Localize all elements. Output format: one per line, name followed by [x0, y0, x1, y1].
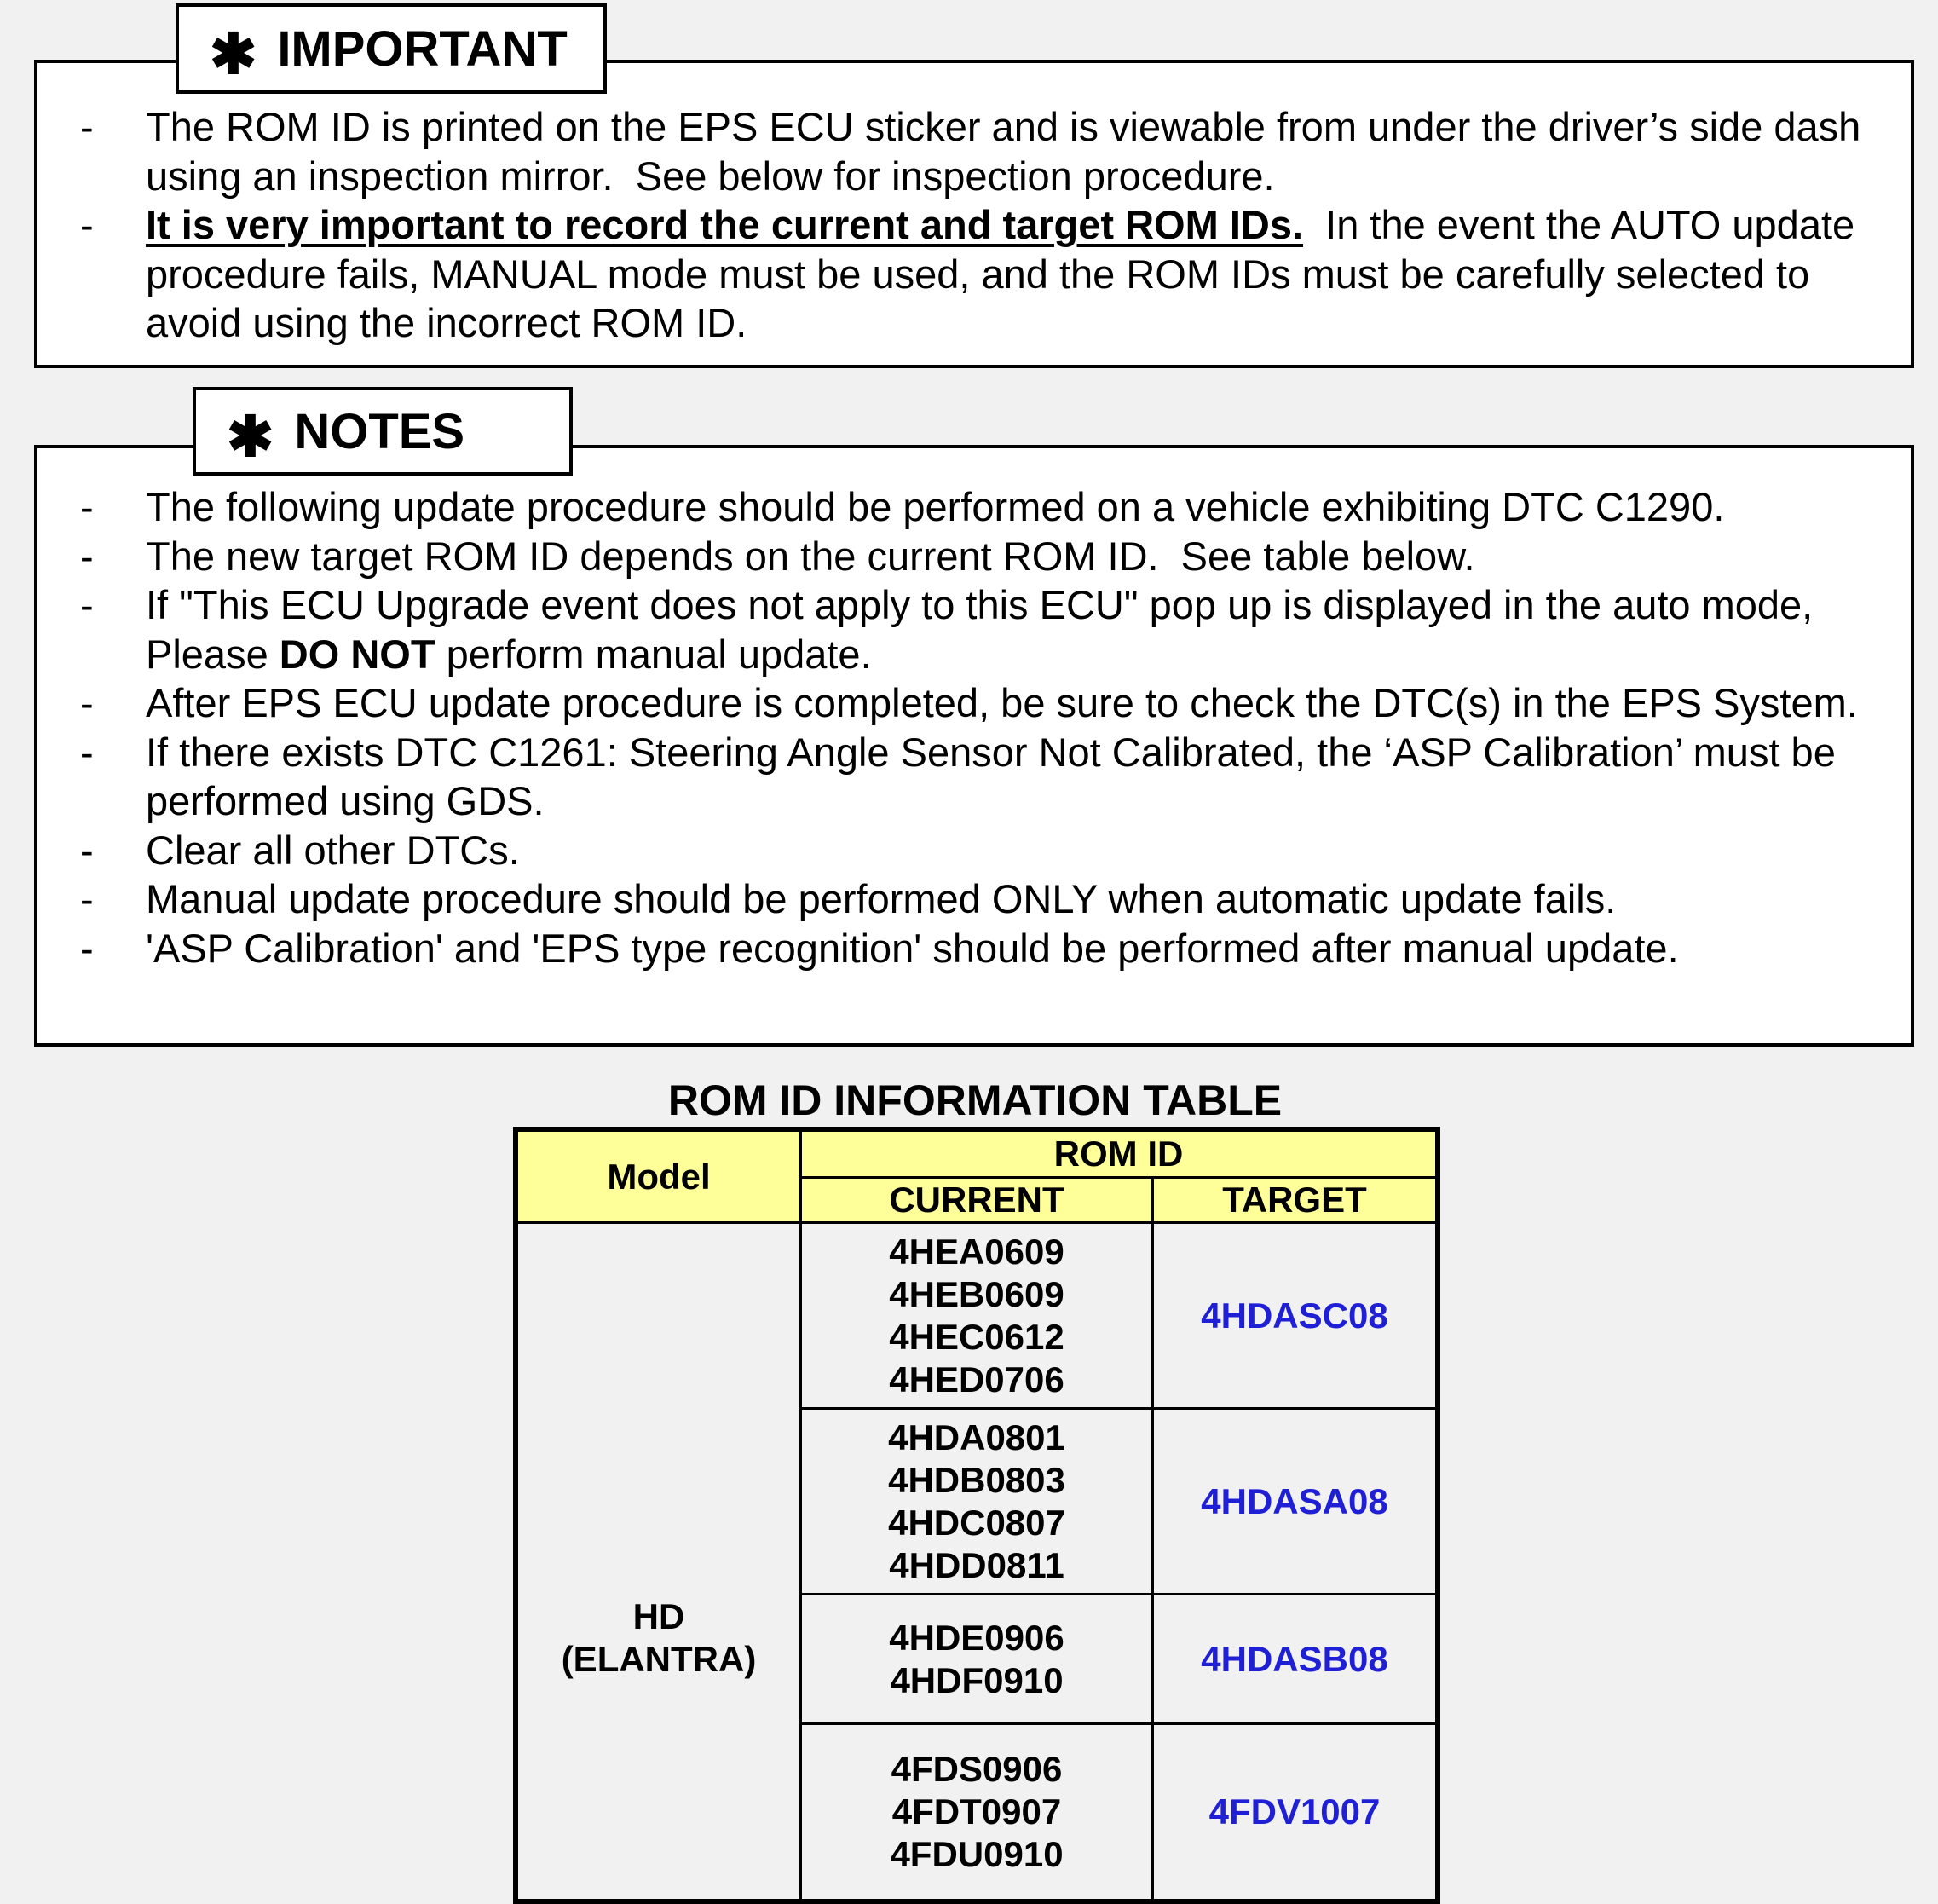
notes-item-text: perform manual update.	[435, 631, 872, 677]
notes-item	[37, 826, 1911, 875]
rom-table-body	[516, 1223, 1438, 1901]
current-rom-cell	[801, 1223, 1153, 1409]
important-item-text: It is very important to record the current and target ROM IDs.	[146, 202, 1304, 247]
bullet-dash: -	[80, 533, 94, 579]
notes-item	[37, 482, 1911, 532]
current-rom-id: 4HEA0609	[889, 1231, 1064, 1272]
bullet-dash: -	[80, 729, 94, 775]
important-title: IMPORTANT	[277, 20, 568, 77]
notes-item	[37, 580, 1911, 678]
rom-id-table	[513, 1127, 1440, 1904]
current-rom-id: 4HED0706	[889, 1359, 1064, 1399]
important-heading	[176, 3, 607, 94]
target-rom-id: 4FDV1007	[1153, 1724, 1439, 1901]
notes-item-text: The new target ROM ID depends on the current ROM ID. See table below.	[146, 533, 1475, 579]
notes-item-text: After EPS ECU update procedure is completed, be sure to check the DTC(s) in the EPS System.	[146, 680, 1858, 725]
bullet-dash: -	[80, 876, 94, 921]
table-row	[516, 1223, 1438, 1409]
header-model: Model	[516, 1129, 801, 1223]
important-list	[37, 102, 1911, 348]
important-box	[34, 60, 1914, 368]
important-item	[37, 102, 1911, 200]
notes-item	[37, 728, 1911, 826]
bullet-dash: -	[80, 104, 94, 149]
asterisk-icon: ✱	[210, 22, 257, 85]
target-rom-id: 4HDASA08	[1153, 1409, 1439, 1595]
notes-item-text: If "This ECU Upgrade event does not apply to this ECU" pop up is displayed in the auto mode, Please	[146, 582, 1825, 677]
notes-item	[37, 924, 1911, 973]
current-rom-id: 4HDD0811	[889, 1544, 1064, 1585]
notes-item-text: Manual update procedure should be performed ONLY when automatic update fails.	[146, 876, 1617, 921]
notes-item	[37, 874, 1911, 924]
current-rom-id: 4HDE0906	[889, 1617, 1064, 1658]
current-rom-id: 4HEC0612	[889, 1316, 1064, 1357]
current-rom-id: 4FDS0906	[891, 1748, 1063, 1789]
current-rom-id: 4FDU0910	[890, 1833, 1064, 1874]
notes-item-text: The following update procedure should be performed on a vehicle exhibiting DTC C1290.	[146, 484, 1725, 529]
important-item-text: In the event the AUTO update procedure fails, MANUAL mode must be used, and the ROM IDs must be carefully selected to avoid using the incorrect ROM ID.	[146, 202, 1866, 345]
model-cell	[516, 1223, 801, 1901]
bullet-dash: -	[80, 484, 94, 529]
bullet-dash: -	[80, 925, 94, 971]
header-current: CURRENT	[801, 1178, 1153, 1223]
model-line: (ELANTRA)	[561, 1638, 757, 1679]
notes-list	[37, 482, 1911, 972]
model-line: HD	[632, 1595, 685, 1636]
bullet-dash: -	[80, 582, 94, 627]
asterisk-icon: ✱	[227, 405, 274, 468]
notes-item-text: DO NOT	[279, 631, 435, 677]
notes-item	[37, 678, 1911, 728]
notes-item-text: Clear all other DTCs.	[146, 827, 520, 873]
current-rom-id: 4HDB0803	[888, 1459, 1065, 1500]
notes-heading	[193, 387, 573, 476]
header-rom-id: ROM ID	[801, 1129, 1439, 1178]
current-rom-id: 4FDT0907	[891, 1791, 1062, 1832]
notes-title: NOTES	[294, 403, 465, 459]
target-rom-id: 4HDASC08	[1153, 1223, 1439, 1409]
target-rom-id: 4HDASB08	[1153, 1595, 1439, 1724]
bullet-dash: -	[80, 202, 94, 247]
notes-box	[34, 445, 1914, 1047]
table-title: ROM ID INFORMATION TABLE	[667, 1076, 1283, 1124]
important-item	[37, 200, 1911, 348]
current-rom-id: 4HDF0910	[890, 1659, 1064, 1700]
important-item-text: The ROM ID is printed on the EPS ECU sticker and is viewable from under the driver’s side dash using an inspection mirror. See below for inspection procedure.	[146, 104, 1872, 199]
current-rom-cell	[801, 1595, 1153, 1724]
bullet-dash: -	[80, 680, 94, 725]
notes-item-text: If there exists DTC C1261: Steering Angle Sensor Not Calibrated, the ‘ASP Calibration’ must be performed using GDS.	[146, 729, 1847, 823]
current-rom-cell	[801, 1724, 1153, 1901]
current-rom-cell	[801, 1409, 1153, 1595]
notes-item-text: 'ASP Calibration' and 'EPS type recognition' should be performed after manual update.	[146, 925, 1679, 971]
bullet-dash: -	[80, 827, 94, 873]
notes-item	[37, 532, 1911, 581]
header-target: TARGET	[1153, 1178, 1439, 1223]
current-rom-id: 4HDA0801	[888, 1416, 1065, 1457]
current-rom-id: 4HDC0807	[888, 1502, 1065, 1543]
current-rom-id: 4HEB0609	[889, 1273, 1064, 1314]
